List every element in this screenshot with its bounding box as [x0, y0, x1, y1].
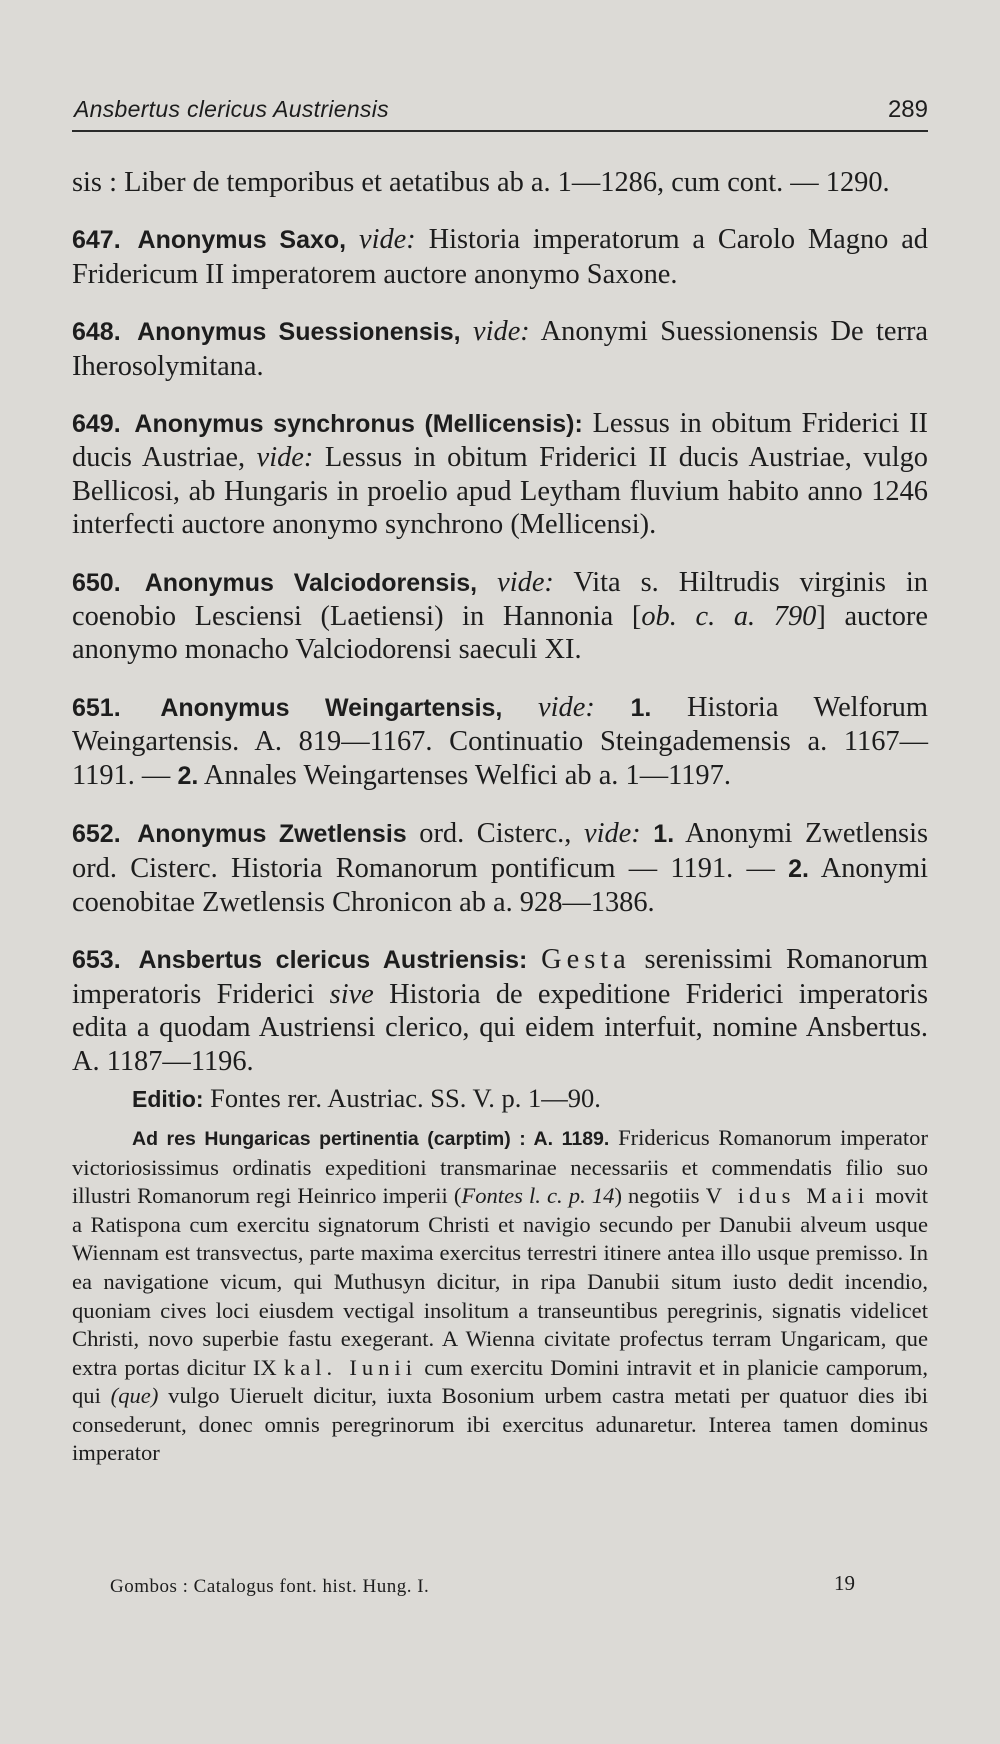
running-header [72, 96, 928, 132]
edition-text: Fontes rer. Austriac. SS. V. p. 1—90. [210, 1082, 601, 1113]
vide-label: vide: [358, 224, 416, 256]
spaced-date: kal. Iunii [283, 1354, 418, 1380]
excerpt-text: vulgo Uieruelt dicitur, iuxta Bosonium urbem castra metati per quatuor dies ibi consederunt, donec omnis peregrinorum ibi exercitus adunaretur. Interea tamen dominus imperator [72, 1383, 929, 1466]
entry-653 [72, 943, 928, 1078]
que-word: (que) [110, 1383, 159, 1409]
entry-number: 648. [72, 318, 121, 347]
entry-text: Anonymi Zwetlensis ord. Cisterc. Historia Romanorum pontificum — 1191. — [72, 818, 929, 884]
entry-650 [72, 566, 928, 667]
entry-647 [72, 223, 928, 291]
entry-number: 650. [72, 568, 121, 597]
entry-text: Vita s. Hiltrudis virginis in coenobio Lesciensi (Laetiensi) in Hannonia [ [72, 566, 928, 633]
entry-652 [72, 817, 928, 919]
entry-text: Historia de expeditione Friderici imperatoris edita a quodam Austriensi clerico, qui eidem interfuit, nomine Ansbertus. A. 1187—1196. [72, 978, 928, 1077]
excerpt-paragraph [72, 1124, 928, 1468]
entry-title: Anonymus Weingartensis, [160, 693, 503, 722]
item-number: 1. [653, 820, 675, 849]
vide-label: vide: [583, 818, 641, 850]
entry-number: 647. [72, 226, 121, 255]
excerpt-text: ) negotiis [614, 1183, 700, 1209]
entry-651 [72, 691, 928, 793]
entry-649 [72, 407, 928, 542]
spaced-date: V idus Maii [705, 1183, 870, 1209]
entry-number: 649. [72, 410, 121, 439]
entry-title: Ansbertus clericus Austriensis: [138, 946, 528, 975]
sive-word: sive [329, 978, 374, 1010]
entry-number: 652. [72, 820, 121, 849]
entry-title: Anonymus Valciodorensis, [144, 568, 478, 597]
vide-label: vide: [538, 691, 595, 723]
running-title: Ansbertus clericus Austriensis [74, 96, 389, 122]
item-number: 2. [177, 761, 199, 790]
edition-label: Editio: [132, 1085, 204, 1112]
page-number: 289 [887, 96, 928, 123]
entry-text: Historia Welforum Weingartensis. A. 819—1167. Continuatio Steingademensis a. 1167—1191. — [72, 691, 928, 791]
excerpt-text: Fridericus Romanorum imperator victoriosissimus ordinatis expeditioni transmarinae necessariis et commendatis filio suo illustri Romanorum regi Heinrico imperii ( [72, 1124, 928, 1209]
edition-line [132, 1082, 928, 1116]
entry-text: ord. Cisterc., [419, 818, 572, 850]
item-number: 2. [788, 854, 810, 883]
vide-label: vide: [473, 316, 530, 348]
entry-text: Lessus in obitum Friderici II ducis Austriae, vulgo Bellicosi, ab Hungaris in proelio apud Leytham fluvium habito anno 1246 interfecti auctore anonymo synchrono (Mellicensi). [72, 442, 928, 541]
item-number: 1. [630, 693, 652, 722]
entry-title: Anonymus Saxo, [137, 226, 347, 255]
excerpt-text: cum exercitu Domini intravit et in planicie camporum, qui [72, 1354, 929, 1409]
signature-mark: 19 [834, 1571, 855, 1595]
excerpt-text: movit a Ratispona cum exercitu signatorum Christi et navigio secundo per Danubii alveum usque Wiennam est transvectus, parte maxima exercitus terrestri itinere antea illo usque premisso. In ea navigatione vicum, qui Muthusyn dicitur, in ripa Danubii situm iusto dedit incendio, quoniam cives loci eiusdem vectigal insolitum a transeuntibus peregrinis, signatis videlicet Christi, novo superbie fastu exegerant. A Wienna civitate profectus terram Ungaricam, que extra portas dicitur IX [72, 1183, 929, 1380]
entry-text: serenissimi Romanorum imperatoris Friderici [72, 944, 928, 1010]
page-body [72, 166, 928, 1468]
intro-text: sis : Liber de temporibus et aetatibus ab a. 1—1286, cum cont. — 1290. [72, 167, 890, 198]
page-footer [110, 1571, 855, 1606]
excerpt-label: Ad res Hungaricas pertinentia (carptim) : A. 1189. [132, 1127, 610, 1150]
entry-text: Lessus in obitum Friderici II ducis Austriae, [72, 408, 928, 474]
entry-number: 653. [72, 946, 121, 975]
entry-text: Anonymi Suessionensis De terra Iherosolymitana. [72, 316, 928, 382]
date-note: ob. c. a. 790 [641, 601, 817, 633]
entry-title: Anonymus Suessionensis, [137, 318, 461, 347]
vide-label: vide: [497, 566, 554, 598]
entry-title: Anonymus Zwetlensis [137, 820, 407, 849]
entry-title: Anonymus synchronus (Mellicensis): [134, 410, 583, 439]
entry-text: Annales Weingartenses Welfici ab a. 1—1197. [203, 759, 731, 791]
spaced-title: Gesta [541, 944, 631, 976]
entry-648 [72, 315, 928, 383]
entry-text: ] auctore anonymo monacho Valciodorensi saeculi XI. [72, 601, 928, 666]
entry-number: 651. [72, 693, 121, 722]
footer-source: Gombos : Catalogus font. hist. Hung. I. [110, 1576, 430, 1597]
entry-text: Anonymi coenobitae Zwetlensis Chronicon ab a. 928—1386. [72, 852, 928, 918]
reference: Fontes l. c. p. 14 [461, 1183, 615, 1209]
vide-label: vide: [256, 442, 314, 474]
entry-text: Historia imperatorum a Carolo Magno ad Fridericum II imperatorem auctore anonymo Saxone. [72, 224, 929, 290]
intro-paragraph [72, 166, 928, 199]
